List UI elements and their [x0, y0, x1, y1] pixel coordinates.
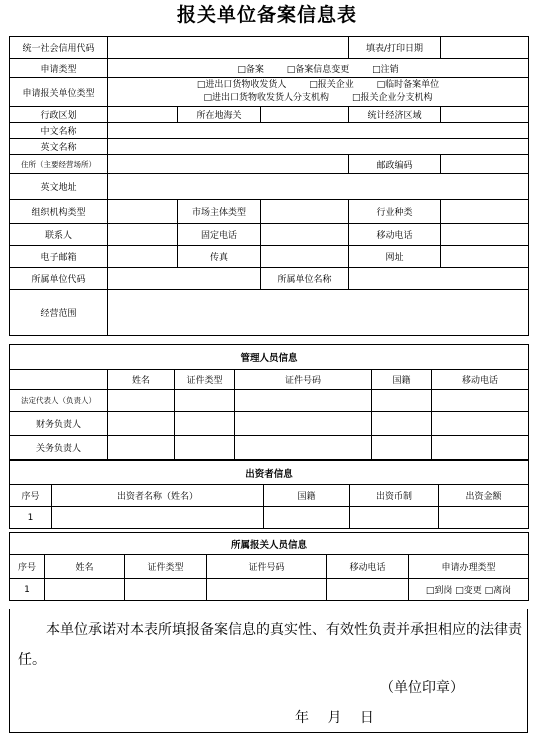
table-cell[interactable]	[327, 579, 409, 601]
date-label: 年 月 日	[295, 710, 374, 726]
customs-loc-field[interactable]	[261, 107, 349, 123]
table-cell[interactable]	[264, 507, 350, 529]
seal-label: （单位印章）	[380, 680, 464, 696]
table-cell[interactable]	[432, 390, 529, 412]
postcode-label: 邮政编码	[349, 155, 441, 174]
website-field[interactable]	[441, 246, 529, 268]
staff-col-apply-type: 申请办理类型	[409, 555, 529, 579]
business-scope-label: 经营范围	[10, 290, 108, 336]
customs-loc-label: 所在地海关	[178, 107, 261, 123]
en-name-label: 英文名称	[10, 139, 108, 155]
mgmt-col-mobile: 移动电话	[432, 370, 529, 390]
parent-code-field[interactable]	[108, 268, 261, 290]
investor-col-no: 序号	[10, 485, 52, 507]
email-label: 电子邮箱	[10, 246, 108, 268]
table-cell[interactable]	[175, 412, 235, 436]
table-cell[interactable]	[439, 507, 529, 529]
staff-col-no: 序号	[10, 555, 45, 579]
legal-rep-label: 法定代表人（负责人）	[10, 390, 108, 412]
postcode-field[interactable]	[441, 155, 529, 174]
staff-col-id-no: 证件号码	[207, 555, 327, 579]
management-header: 管理人员信息	[10, 345, 529, 370]
staff-col-mobile: 移动电话	[327, 555, 409, 579]
fax-field[interactable]	[261, 246, 349, 268]
table-cell[interactable]	[108, 436, 175, 460]
declaration-text: 本单位承诺对本表所填报备案信息的真实性、有效性负责并承担相应的法律责任。	[18, 622, 522, 668]
unit-type-options	[108, 78, 529, 107]
mobile-label: 移动电话	[349, 224, 441, 246]
table-cell[interactable]	[175, 390, 235, 412]
declaration-box	[9, 609, 528, 733]
staff-status-options	[409, 579, 529, 601]
staff-section	[9, 532, 528, 601]
investor-col-currency: 出资币制	[350, 485, 439, 507]
fax-label: 传真	[178, 246, 261, 268]
table-cell[interactable]	[207, 579, 327, 601]
table-cell[interactable]	[372, 436, 432, 460]
en-name-field[interactable]	[108, 139, 529, 155]
table-cell[interactable]	[372, 412, 432, 436]
contact-label: 联系人	[10, 224, 108, 246]
unit-type-label: 申请报关单位类型	[10, 78, 108, 107]
option-cancel-checkbox[interactable]: □注销	[372, 64, 399, 75]
admin-region-field[interactable]	[108, 107, 178, 123]
fill-date-field[interactable]	[441, 37, 529, 59]
address-label: 住所（主要经营场所）	[10, 155, 108, 174]
investor-col-nationality: 国籍	[264, 485, 350, 507]
contact-field[interactable]	[108, 224, 178, 246]
industry-label: 行业种类	[349, 200, 441, 224]
mobile-field[interactable]	[441, 224, 529, 246]
mgmt-col-name: 姓名	[108, 370, 175, 390]
industry-field[interactable]	[441, 200, 529, 224]
table-cell[interactable]	[52, 507, 264, 529]
investor-row-no: 1	[10, 507, 52, 529]
table-cell[interactable]	[108, 412, 175, 436]
table-cell[interactable]	[432, 436, 529, 460]
apply-type-options	[108, 59, 529, 78]
market-type-field[interactable]	[261, 200, 349, 224]
finance-head-label: 财务负责人	[10, 412, 108, 436]
table-cell[interactable]	[432, 412, 529, 436]
management-section	[9, 344, 528, 460]
parent-name-label: 所属单位名称	[261, 268, 349, 290]
form-title: 报关单位备案信息表	[176, 4, 357, 26]
credit-code-field[interactable]	[108, 37, 349, 59]
econ-zone-field[interactable]	[441, 107, 529, 123]
website-label: 网址	[349, 246, 441, 268]
parent-name-field[interactable]	[349, 268, 529, 290]
org-type-field[interactable]	[108, 200, 178, 224]
table-cell[interactable]	[108, 390, 175, 412]
phone-field[interactable]	[261, 224, 349, 246]
table-cell[interactable]	[235, 390, 372, 412]
mgmt-col-nationality: 国籍	[372, 370, 432, 390]
unit-broker-checkbox[interactable]: □报关企业	[309, 80, 354, 90]
unit-consignor-branch-checkbox[interactable]: □进出口货物收发货人分支机构	[203, 93, 330, 103]
en-address-label: 英文地址	[10, 174, 108, 200]
org-type-label: 组织机构类型	[10, 200, 108, 224]
investor-col-amount: 出资金额	[439, 485, 529, 507]
investor-header: 出资者信息	[10, 461, 529, 485]
customs-head-label: 关务负责人	[10, 436, 108, 460]
fill-date-label: 填表/打印日期	[349, 37, 441, 59]
en-address-field[interactable]	[108, 174, 529, 200]
unit-consignor-checkbox[interactable]: □进出口货物收发货人	[196, 80, 287, 90]
staff-col-id-type: 证件类型	[125, 555, 207, 579]
apply-type-label: 申请类型	[10, 59, 108, 78]
parent-code-label: 所属单位代码	[10, 268, 108, 290]
cn-name-label: 中文名称	[10, 123, 108, 139]
table-cell[interactable]	[235, 412, 372, 436]
unit-temporary-checkbox[interactable]: □临时备案单位	[376, 80, 440, 90]
address-field[interactable]	[108, 155, 349, 174]
admin-region-label: 行政区划	[10, 107, 108, 123]
table-cell[interactable]	[45, 579, 125, 601]
econ-zone-label: 统计经济区域	[349, 107, 441, 123]
investor-section	[9, 460, 528, 529]
business-scope-field[interactable]	[108, 290, 529, 336]
credit-code-label: 统一社会信用代码	[10, 37, 108, 59]
staff-header: 所属报关人员信息	[10, 533, 529, 555]
table-cell[interactable]	[350, 507, 439, 529]
status-leave-checkbox[interactable]: □离岗	[484, 586, 512, 596]
market-type-label: 市场主体类型	[178, 200, 261, 224]
investor-col-name: 出资者名称（姓名）	[52, 485, 264, 507]
staff-row-no: 1	[10, 579, 45, 601]
basic-info-section	[9, 36, 528, 336]
status-onboard-checkbox[interactable]: □到岗	[425, 586, 453, 596]
option-change-checkbox[interactable]: □备案信息变更	[286, 64, 350, 75]
table-cell[interactable]	[235, 436, 372, 460]
email-field[interactable]	[108, 246, 178, 268]
table-cell[interactable]	[125, 579, 207, 601]
mgmt-col-blank	[10, 370, 108, 390]
cn-name-field[interactable]	[108, 123, 529, 139]
mgmt-col-id-type: 证件类型	[175, 370, 235, 390]
option-filing-checkbox[interactable]: □备案	[237, 64, 264, 75]
table-cell[interactable]	[175, 436, 235, 460]
phone-label: 固定电话	[178, 224, 261, 246]
status-change-checkbox[interactable]: □变更	[455, 586, 482, 596]
unit-broker-branch-checkbox[interactable]: □报关企业分支机构	[351, 93, 433, 103]
mgmt-col-id-no: 证件号码	[235, 370, 372, 390]
staff-col-name: 姓名	[45, 555, 125, 579]
table-cell[interactable]	[372, 390, 432, 412]
